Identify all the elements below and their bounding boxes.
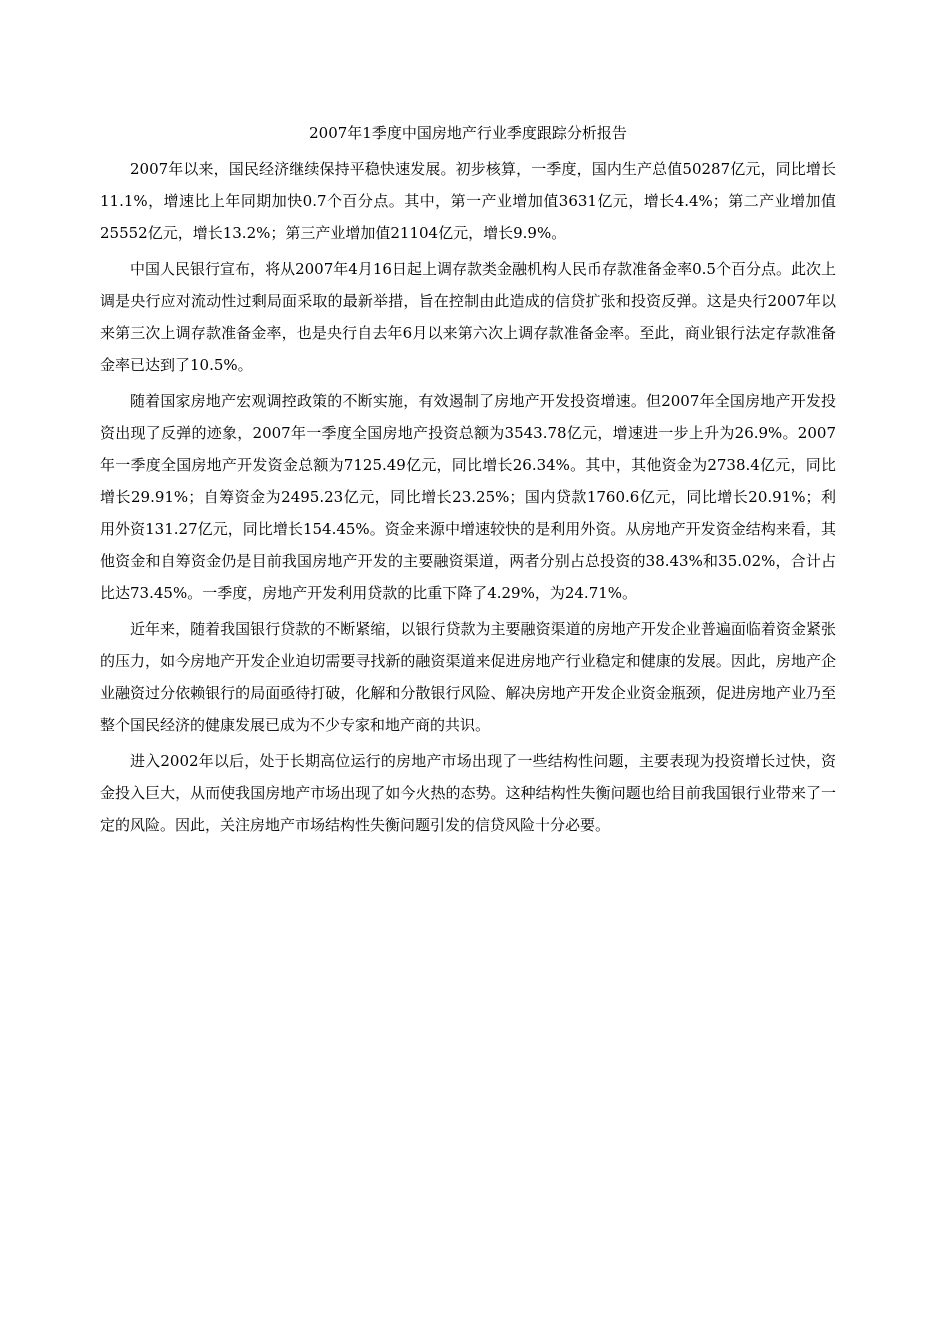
paragraph-reserve-ratio: 中国人民银行宣布，将从2007年4月16日起上调存款类金融机构人民币存款准备金率0.5个百分点。此次上调是央行应对流动性过剩局面采取的最新举措，旨在控制由此造成的信贷扩张和投资反弹。这是央行2007年以来第三次上调存款准备金率，也是央行自去年6月以来第六次上调存款准备金率。至此，商业银行法定存款准备金率已达到了10.5%。 — [100, 260, 836, 374]
document-body — [100, 117, 836, 845]
paragraph-financing-pressure: 近年来，随着我国银行贷款的不断紧缩，以银行贷款为主要融资渠道的房地产开发企业普遍面临着资金紧张的压力，如今房地产开发企业迫切需要寻找新的融资渠道来促进房地产行业稳定和健康的发展。因此，房地产企业融资过分依赖银行的局面亟待打破，化解和分散银行风险、解决房地产开发企业资金瓶颈，促进房地产业乃至整个国民经济的健康发展已成为不少专家和地产商的共识。 — [100, 620, 836, 734]
document-title: 2007年1季度中国房地产行业季度跟踪分析报告 — [309, 124, 627, 142]
paragraph-real-estate-investment: 随着国家房地产宏观调控政策的不断实施，有效遏制了房地产开发投资增速。但2007年全国房地产开发投资出现了反弹的迹象，2007年一季度全国房地产投资总额为3543.78亿元，增速进一步上升为26.9%。2007年一季度全国房地产开发资金总额为7125.49亿元，同比增长26.34%。其中，其他资金为2738.4亿元，同比增长29.91%；自筹资金为2495.23亿元，同比增长23.25%；国内贷款1760.6亿元，同比增长20.91%；利用外资131.27亿元，同比增长154.45%。资金来源中增速较快的是利用外资。从房地产开发资金结构来看，其他资金和自筹资金仍是目前我国房地产开发的主要融资渠道，两者分别占总投资的38.43%和35.02%，合计占比达73.45%。一季度，房地产开发利用贷款的比重下降了4.29%，为24.71%。 — [100, 392, 836, 602]
paragraph-structural-issues: 进入2002年以后，处于长期高位运行的房地产市场出现了一些结构性问题，主要表现为投资增长过快，资金投入巨大，从而使我国房地产市场出现了如今火热的态势。这种结构性失衡问题也给目前我国银行业带来了一定的风险。因此，关注房地产市场结构性失衡问题引发的信贷风险十分必要。 — [100, 752, 836, 834]
paragraph-economy-overview: 2007年以来，国民经济继续保持平稳快速发展。初步核算，一季度，国内生产总值50287亿元，同比增长11.1%，增速比上年同期加快0.7个百分点。其中，第一产业增加值3631亿元，增长4.4%；第二产业增加值25552亿元，增长13.2%；第三产业增加值21104亿元，增长9.9%。 — [100, 160, 836, 242]
